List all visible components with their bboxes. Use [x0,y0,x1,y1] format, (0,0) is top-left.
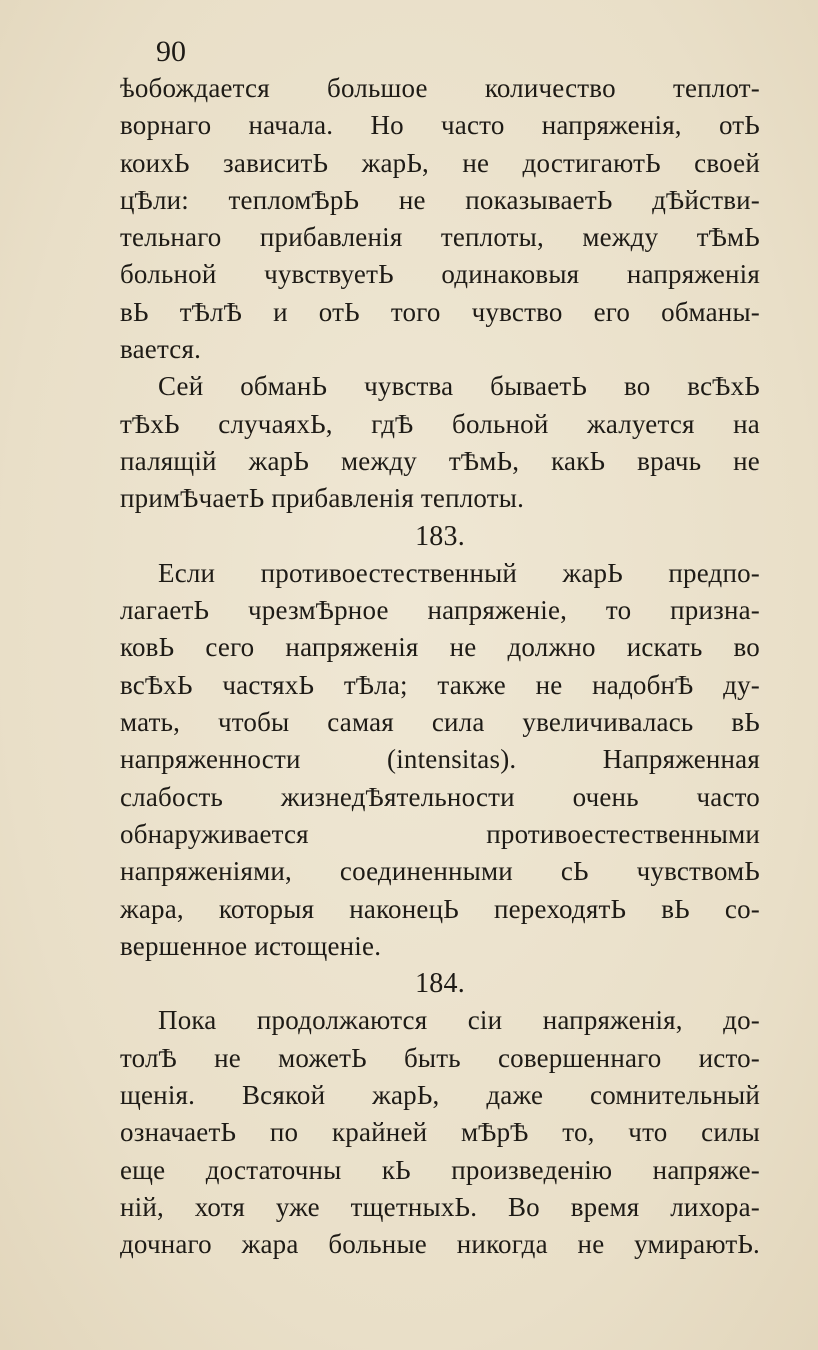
section-number: 184. [415,968,465,1000]
text-line: тѢхЬ случаяхЬ, гдѢ больной жалуется на [120,408,760,439]
text-line: лагаетЬ чрезмѢрное напряженіе, то призна- [120,595,760,626]
text-line: Если противоестественный жарЬ предпо- [158,557,760,588]
text-line: вЬ тѢлѢ и отЬ того чувство его обманы- [120,296,760,327]
text-line: дочнаго жара больные никогда не умираютЬ. [120,1229,760,1260]
text-line: мать, чтобы самая сила увеличивалась вЬ [120,707,760,738]
text-line: Пока продолжаются сіи напряженія, до- [158,1005,760,1036]
section-number: 183. [415,520,465,552]
text-line: еще достаточны кЬ произведенію напряже- [120,1154,760,1185]
text-line: означаетЬ по крайней мѢрѢ то, что силы [120,1117,760,1148]
text-line: вается. [120,334,202,365]
text-line: ворнаго начала. Но часто напряженія, отЬ [120,110,760,141]
text-line: ѣобождается большое количество теплот- [120,73,760,103]
text-line: жара, которыя наконецЬ переходятЬ вЬ со- [120,893,760,924]
text-line: больной чувствуетЬ одинаковыя напряженія [120,259,760,290]
text-line: Сей обманЬ чувства бываетЬ во всѢхЬ [158,371,760,402]
text-line: вершенное истощеніе. [120,930,382,961]
text-line: всѢхЬ частяхЬ тѢла; также не надобнѢ ду- [120,669,760,700]
text-line: слабость жизнедѢятельности очень часто [120,781,760,812]
text-line: щенія. Всякой жарЬ, даже сомнительный [120,1080,760,1111]
body-text [120,70,760,1264]
text-line: толѢ не можетЬ быть совершеннаго исто- [120,1042,760,1073]
text-line: ній, хотя уже тщетныхЬ. Во время лихора- [120,1191,760,1222]
text-line: напряженности (intensitas). Напряженная [120,744,760,775]
text-line: тельнаго прибавленія теплоты, между тѢмЬ [120,222,760,253]
text-line: примѢчаетЬ прибавленія теплоты. [120,483,525,514]
text-line: обнаруживается противоестественными [120,818,760,849]
text-line: напряженіями, соединенными сЬ чувствомЬ [120,856,760,887]
text-line: цѢли: тепломѢрЬ не показываетЬ дѢйстви- [120,184,760,215]
page-number: 90 [156,35,186,68]
text-line: коихЬ зависитЬ жарЬ, не достигаютЬ своей [120,147,760,178]
text-line: палящій жарЬ между тѢмЬ, какЬ врачь не [120,445,760,476]
text-line: ковЬ сего напряженія не должно искать во [120,632,760,663]
